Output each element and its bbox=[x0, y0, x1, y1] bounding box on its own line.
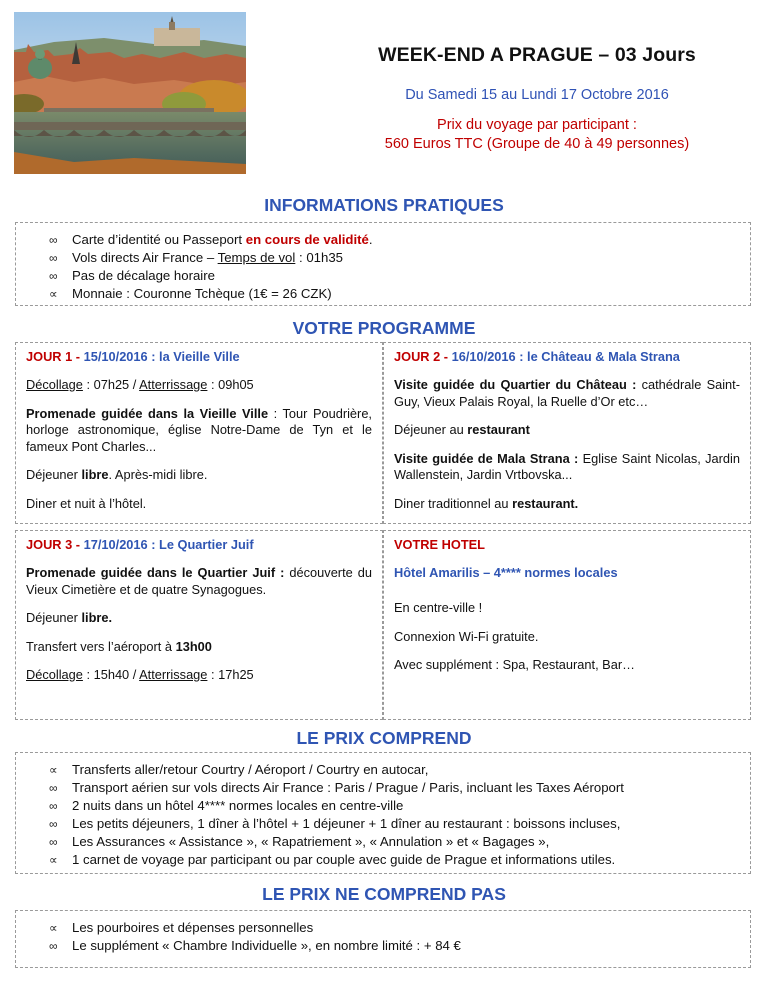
hotel-name: Hôtel Amarilis – 4**** normes locales bbox=[394, 565, 618, 580]
infos-box bbox=[15, 222, 751, 306]
list-item: ∝ 1 carnet de voyage par participant ou par couple avec guide de Prague et informations utiles. bbox=[49, 852, 616, 867]
bullet-icon: ∞ bbox=[49, 799, 58, 813]
day2-cell bbox=[383, 342, 751, 524]
day1-flight: Décollage : 07h25 / Atterrissage : 09h05 bbox=[26, 377, 254, 392]
price-label: Prix du voyage par participant : bbox=[437, 117, 637, 133]
list-item: ∝ Les pourboires et dépenses personnelles bbox=[49, 920, 314, 935]
bullet-icon: ∞ bbox=[49, 269, 58, 283]
bullet-icon: ∝ bbox=[49, 287, 58, 301]
day1-title: JOUR 1 - 15/10/2016 : la Vieille Ville bbox=[26, 349, 240, 364]
list-item: ∞ Les petits déjeuners, 1 dîner à l’hôtel + 1 déjeuner + 1 dîner au restaurant : boissons incluses, bbox=[49, 816, 621, 831]
hotel-title: VOTRE HOTEL bbox=[394, 537, 486, 552]
day3-transfer: Transfert vers l’aéroport à 13h00 bbox=[26, 638, 212, 654]
list-item: ∝ Transferts aller/retour Courtry / Aéroport / Courtry en autocar, bbox=[49, 762, 429, 777]
list-item: ∞ Pas de décalage horaire bbox=[49, 268, 215, 283]
list-item: ∞ Transport aérien sur vols directs Air France : Paris / Prague / Paris, incluant les Taxes Aéroport bbox=[49, 780, 624, 795]
day3-flight: Décollage : 15h40 / Atterrissage : 17h25 bbox=[26, 667, 254, 682]
page-title: WEEK-END A PRAGUE – 03 Jours bbox=[378, 44, 696, 66]
infos-title: INFORMATIONS PRATIQUES bbox=[264, 195, 504, 215]
day3-title: JOUR 3 - 17/10/2016 : Le Quartier Juif bbox=[26, 537, 254, 552]
day2-lunch: Déjeuner au restaurant bbox=[394, 422, 530, 437]
programme-title: VOTRE PROGRAMME bbox=[292, 318, 476, 338]
excludes-title: LE PRIX NE COMPREND PAS bbox=[262, 884, 506, 904]
validity-highlight: en cours de validité bbox=[245, 232, 369, 247]
list-item: ∞ Carte d’identité ou Passeport en cours de validité. bbox=[49, 232, 373, 247]
bullet-icon: ∝ bbox=[49, 853, 58, 867]
list-item: ∝ Monnaie : Couronne Tchèque (1€ = 26 CZK) bbox=[49, 286, 332, 301]
day1-lunch: Déjeuner libre. Après-midi libre. bbox=[26, 467, 208, 482]
includes-box bbox=[15, 752, 751, 874]
bullet-icon: ∞ bbox=[49, 817, 58, 831]
bullet-icon: ∝ bbox=[49, 921, 58, 935]
includes-list bbox=[16, 761, 750, 869]
day1-walk: Promenade guidée dans la Vieille Ville : Tour Poudrière, horloge astronomique, église Notre-Dame de Tyn et le fameux Pont Charles... bbox=[26, 405, 372, 454]
flight-time-label: Temps de vol bbox=[217, 250, 296, 265]
day2-dinner: Diner traditionnel au restaurant. bbox=[394, 495, 579, 511]
trip-dates: Du Samedi 15 au Lundi 17 Octobre 2016 bbox=[405, 87, 669, 103]
bullet-icon: ∞ bbox=[49, 835, 58, 849]
day2-title: JOUR 2 - 16/10/2016 : le Château & Mala Strana bbox=[394, 349, 680, 364]
list-item: ∞ Vols directs Air France – Temps de vol : 01h35 bbox=[49, 250, 343, 265]
price-value: 560 Euros TTC (Groupe de 40 à 49 personnes) bbox=[384, 136, 690, 152]
hotel-cell bbox=[383, 530, 751, 720]
includes-title: LE PRIX COMPREND bbox=[296, 728, 472, 748]
hotel-extras: Avec supplément : Spa, Restaurant, Bar… bbox=[394, 657, 635, 672]
infos-list bbox=[16, 231, 750, 303]
hotel-location: En centre-ville ! bbox=[394, 600, 483, 615]
hotel-wifi: Connexion Wi-Fi gratuite. bbox=[394, 628, 539, 644]
list-item: ∞ 2 nuits dans un hôtel 4**** normes locales en centre-ville bbox=[49, 798, 404, 813]
list-item: ∞ Le supplément « Chambre Individuelle », en nombre limité : + 84 € bbox=[49, 938, 461, 953]
title-block bbox=[322, 44, 752, 152]
prague-photo bbox=[14, 12, 246, 174]
list-item: ∞ Les Assurances « Assistance », « Rapatriement », « Annulation » et « Bagages », bbox=[49, 834, 550, 849]
day3-lunch: Déjeuner libre. bbox=[26, 610, 113, 625]
programme-grid bbox=[15, 342, 751, 720]
day1-cell bbox=[15, 342, 383, 524]
day3-walk: Promenade guidée dans le Quartier Juif : découverte du Vieux Cimetière et de quatre Synagogues. bbox=[26, 565, 372, 597]
excludes-list bbox=[16, 919, 750, 955]
day2-castle: Visite guidée du Quartier du Château : cathédrale Saint-Guy, Vieux Palais Royal, la Ruelle d’Or etc… bbox=[394, 377, 740, 409]
day1-dinner: Diner et nuit à l’hôtel. bbox=[26, 495, 147, 511]
bullet-icon: ∝ bbox=[49, 763, 58, 777]
bullet-icon: ∞ bbox=[49, 781, 58, 795]
prague-cityscape-image bbox=[14, 12, 246, 174]
bullet-icon: ∞ bbox=[49, 251, 58, 265]
day3-cell bbox=[15, 530, 383, 720]
excludes-box bbox=[15, 910, 751, 968]
day2-malastrana: Visite guidée de Mala Strana : Eglise Saint Nicolas, Jardin Wallenstein, Jardin Vrtbovska... bbox=[394, 450, 740, 482]
bullet-icon: ∞ bbox=[49, 233, 58, 247]
bullet-icon: ∞ bbox=[49, 939, 58, 953]
